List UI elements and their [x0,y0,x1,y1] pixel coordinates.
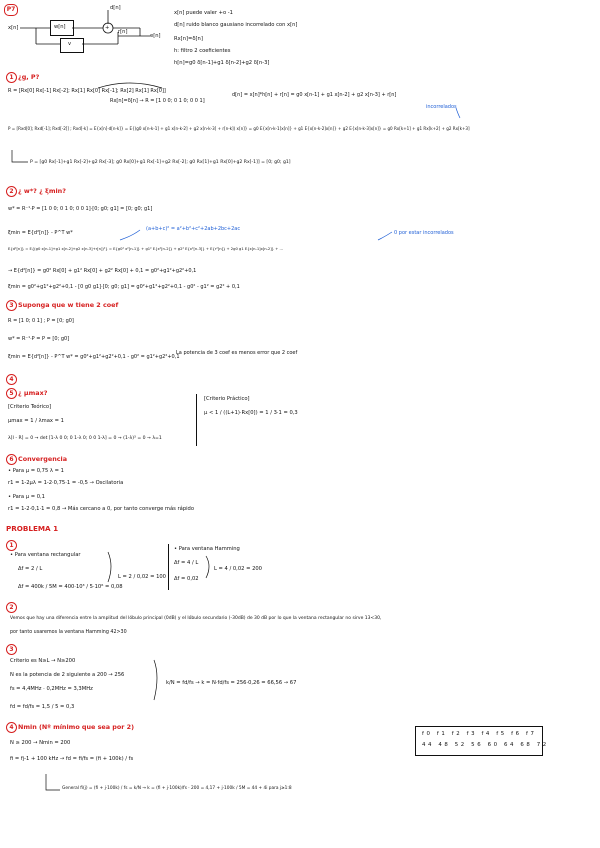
annotation: incorrelados [426,104,457,110]
eq-line: R = [Rx[0] Rx[-1] Rx[-2]; Rx[1] Rx[0] Rx[-1]; Rx[2] Rx[1] Rx[0]] [8,88,166,94]
table-cell: f4 [481,731,492,737]
table-cell: f2 [451,731,463,737]
eq-line: μmax = 1 / λmax = 1 [8,418,64,424]
eq-line: λ[I - R] = 0 → det [1-λ 0 0; 0 1-λ 0; 0 0 1-λ] = 0 → (1-λ)³ = 0 → λ=1 [8,436,162,441]
eq-line: P = [g0 Rx[-1]+g1 Rx[-2]+g2 Rx[-3]; g0 Rx[0]+g1 Rx[-1]+g2 Rx[-2]; g0 Rx[1]+g1 Rx[0]+g2 Rx[-1]] = [0; g0; g1] [30,160,291,165]
section-title: Convergencia [18,455,68,463]
results-table [415,726,549,756]
section-number: 3 [6,300,17,311]
table-cell: 56 [471,742,484,748]
section-number: 4 [6,722,17,733]
section-number: 1 [6,540,17,551]
eq-line: Rx[n]=δ[n] → R = [1 0 0; 0 1 0; 0 0 1] [110,98,205,104]
section-number: 1 [6,72,17,83]
table-cell: 52 [454,742,467,748]
eq-line: ξmin = E{d²[n]} - P^T w* [8,230,73,236]
eq-line: Δf = 4 / L [174,560,199,566]
table-cell: 68 [520,742,533,748]
eq-line: w* = R⁻¹·P = [1 0 0; 0 1 0; 0 0 1]·[0; g0; g1] = [0; g0; g1] [8,206,153,212]
section-title: ¿g, P? [18,73,40,81]
top-label: d[n] [110,5,121,11]
problem-title: PROBLEMA 1 [6,524,59,533]
eq-line: ξmin = E{d²[n]} - P^T w* = g0²+g1²+g2²+0,1 - g0² = g1²+g2²+0,1 [8,354,180,360]
eq-line: k/N = fd/fs → k = N·fd/fs = 256·0,26 = 66,56 → 67 [166,680,297,686]
eq-line: w* = R⁻¹·P = P = [0; g0] [8,336,70,342]
eq-line: r1 = 1-2·0,1·1 = 0,8 → Más cercano a 0, por tanto converge más rápido [8,506,195,512]
section-title: Nmin (Nº mínimo que sea por 2) [18,723,135,731]
section-title: ¿ w*? ¿ ξmin? [18,187,66,195]
input-label: x[n] [8,25,19,31]
section-number: 6 [6,454,17,465]
block-wn-label: w[n] [54,24,66,30]
text-line: por tanto usaremos la ventana Hamming 42>30 [10,630,127,635]
eq-line: Δf = 2 / L [18,566,43,572]
eq-line: N ≥ 200 → Nmin = 200 [10,740,71,746]
section-number: 2 [6,186,17,197]
divider [196,394,197,446]
table-cell: f6 [511,731,522,737]
sum-sign: + [105,25,110,31]
table-cell: f3 [466,731,478,737]
table-row [422,742,549,748]
section-number: 2 [6,602,17,613]
eq-line: • Para μ = 0,1 [8,494,45,500]
table-cell: 60 [487,742,500,748]
def-line: h[n]=g0 δ[n-1]+g1 δ[n-2]+g2 δ[n-3] [174,60,270,66]
eq-line: R = [1 0; 0 1] ; P = [0; g0] [8,318,74,324]
eq-line: → E{d²[n]} = g0² Rx[0] + g1² Rx[0] + g2² Rx[0] + 0,1 = g0²+g1²+g2²+0,1 [8,268,197,274]
eq-line: fd = fd/fs = 1,5 / 5 = 0,3 [10,704,75,710]
eq-line: fi = fj-1 + 100 kHz → fd = fi/fs = (fi + 100k) / fs [10,756,134,762]
eq-line: E{d²[n]} = E{(g0 x[n-1]+g1 x[n-2]+g2 x[n-3]+r[n])²} = E{g0² x²[n-1]} + g1² E{x²[n-2]} + g2² E{x²[n-3]} + E{r²[n]} + 2g0 g1 E{x[n-1]x[n-2]} + ... [8,247,283,251]
eq-line: d[n] = x[n]*h[n] + r[n] = g0 x[n-1] + g1 x[n-2] + g2 x[n-3] + r[n] [232,92,397,98]
divider [168,544,169,590]
section-number: 3 [6,644,17,655]
right-label: e[n] [150,33,161,39]
def-line: Rx[n]=δ[n] [174,36,203,42]
criterion-head: • Para ventana rectangular [10,552,81,558]
block-v [60,38,84,53]
table-cell: 44 [422,742,435,748]
def-line: x[n] puede valer +o -1 [174,10,233,16]
eq-line: • Para μ = 0,75 λ = 1 [8,468,64,474]
eq-line: ξmin = g0²+g1²+g2²+0,1 - [0 g0 g1]·[0; g0; g1] = g0²+g1²+g2²+0,1 - g0² - g1² = g2² + 0,1 [8,284,240,290]
eq-line: r1 = 1-2μλ = 1-2·0,75·1 = -0,5 → Oscilatoria [8,480,124,486]
eq-line: P = [Rxd[0]; Rxd[-1]; Rxd[-2]] ; Rxd[-k] = E{x[n]·d[n-k]} = E{(g0 x[n-k-1] + g1 x[n-k-2] + g2 x[n-k-3] + r[n-k]) x[n]} = g0 E{x[n-k-1]x[n]} + g1 E{x[n-k-2]x[n]} + g2 E{x[n-k-3]x[n]} = g0 Rx[k+1] + g1 Rx[k+2] + g2 Rx[k+3] [8,126,470,131]
table-cell: 72 [536,742,549,748]
section-title: Suponga que w tiene 2 coef [18,301,119,309]
annotation: 0 por estar incorrelados [394,230,454,236]
table-cell: f1 [436,731,448,737]
block-v-label: v [68,41,72,47]
eq-line: La potencia de 3 coef es menos error que 2 coef [176,350,298,356]
annotation: (a+b+c)² = a²+b²+c²+2ab+2bc+2ac [146,226,241,232]
eq-line: fs = 4,4MHz · 0,2MHz = 3,3MHz [10,686,93,692]
criterion-head: [Criterio Teórico] [8,404,52,410]
section-number: 4 [6,374,17,385]
section-number: 5 [6,388,17,399]
def-line: d[n] ruido blanco gausiano incorrelado con x[n] [174,22,298,28]
eq-line: L = 2 / 0,02 = 100 [118,574,166,580]
eq-line: N es la potencia de 2 siguiente a 200 → 256 [10,672,125,678]
eq-line: L = 4 / 0,02 = 200 [214,566,262,572]
section-title: ¿ μmax? [18,389,48,397]
text-line: Vemos que hay una diferencia entre la amplitud del lóbulo principal (0dB) y el lóbulo secundario (-30dB) de 30 dB por lo que la ventana rectangular no sirve 13<30, [10,616,382,621]
eq-line: Δf = 0,02 [174,576,199,582]
eq-line: Criterio es N≥L → N≥200 [10,658,76,664]
criterion-head: [Criterio Práctico] [204,396,250,402]
def-line: h: filtro 2 coeficientes [174,48,231,54]
table-cell: f0 [422,731,433,737]
criterion-head: • Para ventana Hamming [174,546,240,552]
table-cell: 48 [438,742,451,748]
out-label: r[n] [118,29,128,35]
eq-line: General fi(j) = (fi + j·100k) / fs = k/N → k = (fi + j·100k)/fs · 200 = 4,17 + j·100k / 5M = 44 + 4i para j≥1:8 [62,786,292,791]
table-cell: 64 [503,742,517,748]
table-cell: f5 [496,731,507,737]
eq-line: Δf = 400k / 5M = 400·10³ / 5·10⁶ = 0,08 [18,584,123,590]
eq-line: μ < 1 / ((L+1)·Rx[0]) = 1 / 3·1 = 0,3 [204,410,298,416]
problem-label: P7 [4,4,18,16]
table-cell: f7 [526,731,537,737]
table-header-row [422,731,537,737]
